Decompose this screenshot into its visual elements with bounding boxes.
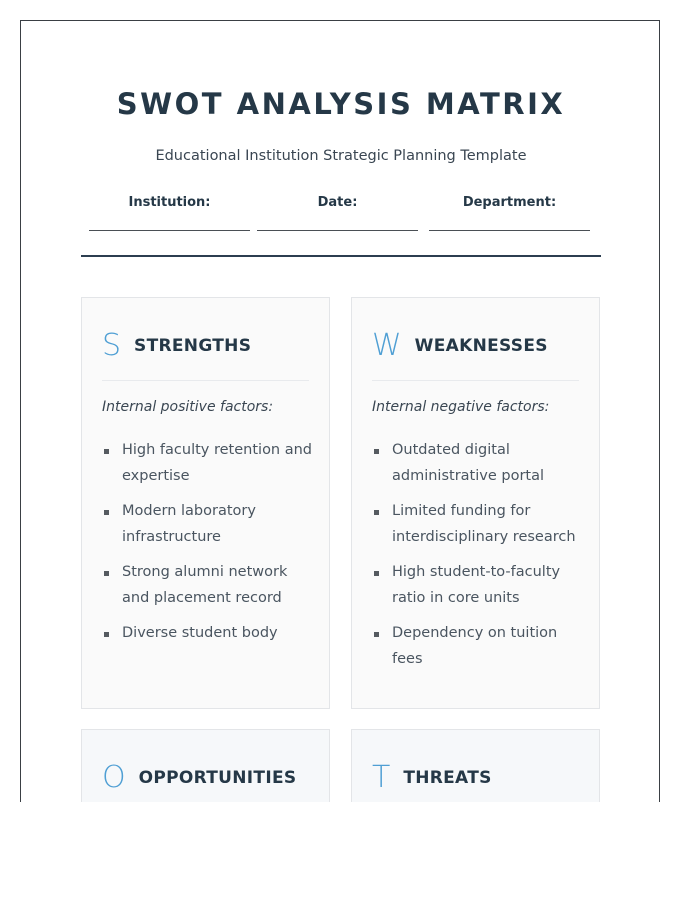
list-item: High student-to-faculty ratio in core units [372,560,582,611]
weaknesses-letter: W [372,328,402,363]
institution-field[interactable] [89,193,250,231]
list-item: Outdated digital administrative portal [372,438,582,489]
threats-letter: T [372,760,391,795]
strengths-title: STRENGTHS [134,336,252,356]
strengths-list [102,438,312,657]
weaknesses-card [351,297,600,709]
opportunities-card [81,729,330,802]
opportunities-header [102,758,296,798]
header-divider [81,255,601,257]
bullet-icon [104,571,109,576]
weaknesses-list [372,438,582,682]
bullet-icon [374,632,379,637]
strengths-header [102,326,251,366]
institution-input-line[interactable] [89,230,250,231]
strengths-subtitle: Internal positive factors: [102,399,274,415]
bullet-icon [374,449,379,454]
page-title: SWOT ANALYSIS MATRIX [116,87,566,121]
bullet-icon [374,571,379,576]
date-label: Date: [317,195,358,210]
bullet-icon [104,510,109,515]
list-item: Strong alumni network and placement record [102,560,312,611]
department-label: Department: [462,195,557,210]
threats-card [351,729,600,802]
strengths-letter: S [102,328,122,363]
page-subtitle: Educational Institution Strategic Planning Template [155,148,527,164]
threats-title: THREATS [403,768,492,788]
swot-document [20,20,660,802]
list-item: Diverse student body [102,621,312,647]
opportunities-title: OPPORTUNITIES [138,768,297,788]
institution-label: Institution: [128,195,211,210]
bullet-icon [104,449,109,454]
list-item: Limited funding for interdisciplinary research [372,499,582,550]
weaknesses-subtitle: Internal negative factors: [372,399,550,415]
date-input-line[interactable] [257,230,418,231]
threats-header [372,758,492,798]
weaknesses-title: WEAKNESSES [414,336,548,356]
list-item: Modern laboratory infrastructure [102,499,312,550]
list-item: High faculty retention and expertise [102,438,312,489]
bullet-icon [104,632,109,637]
opportunities-letter: O [102,760,126,795]
date-field[interactable] [257,193,418,231]
weaknesses-divider [372,380,579,381]
list-item: Dependency on tuition fees [372,621,582,672]
department-input-line[interactable] [429,230,590,231]
department-field[interactable] [429,193,590,231]
bullet-icon [374,510,379,515]
strengths-card [81,297,330,709]
strengths-divider [102,380,309,381]
weaknesses-header [372,326,548,366]
